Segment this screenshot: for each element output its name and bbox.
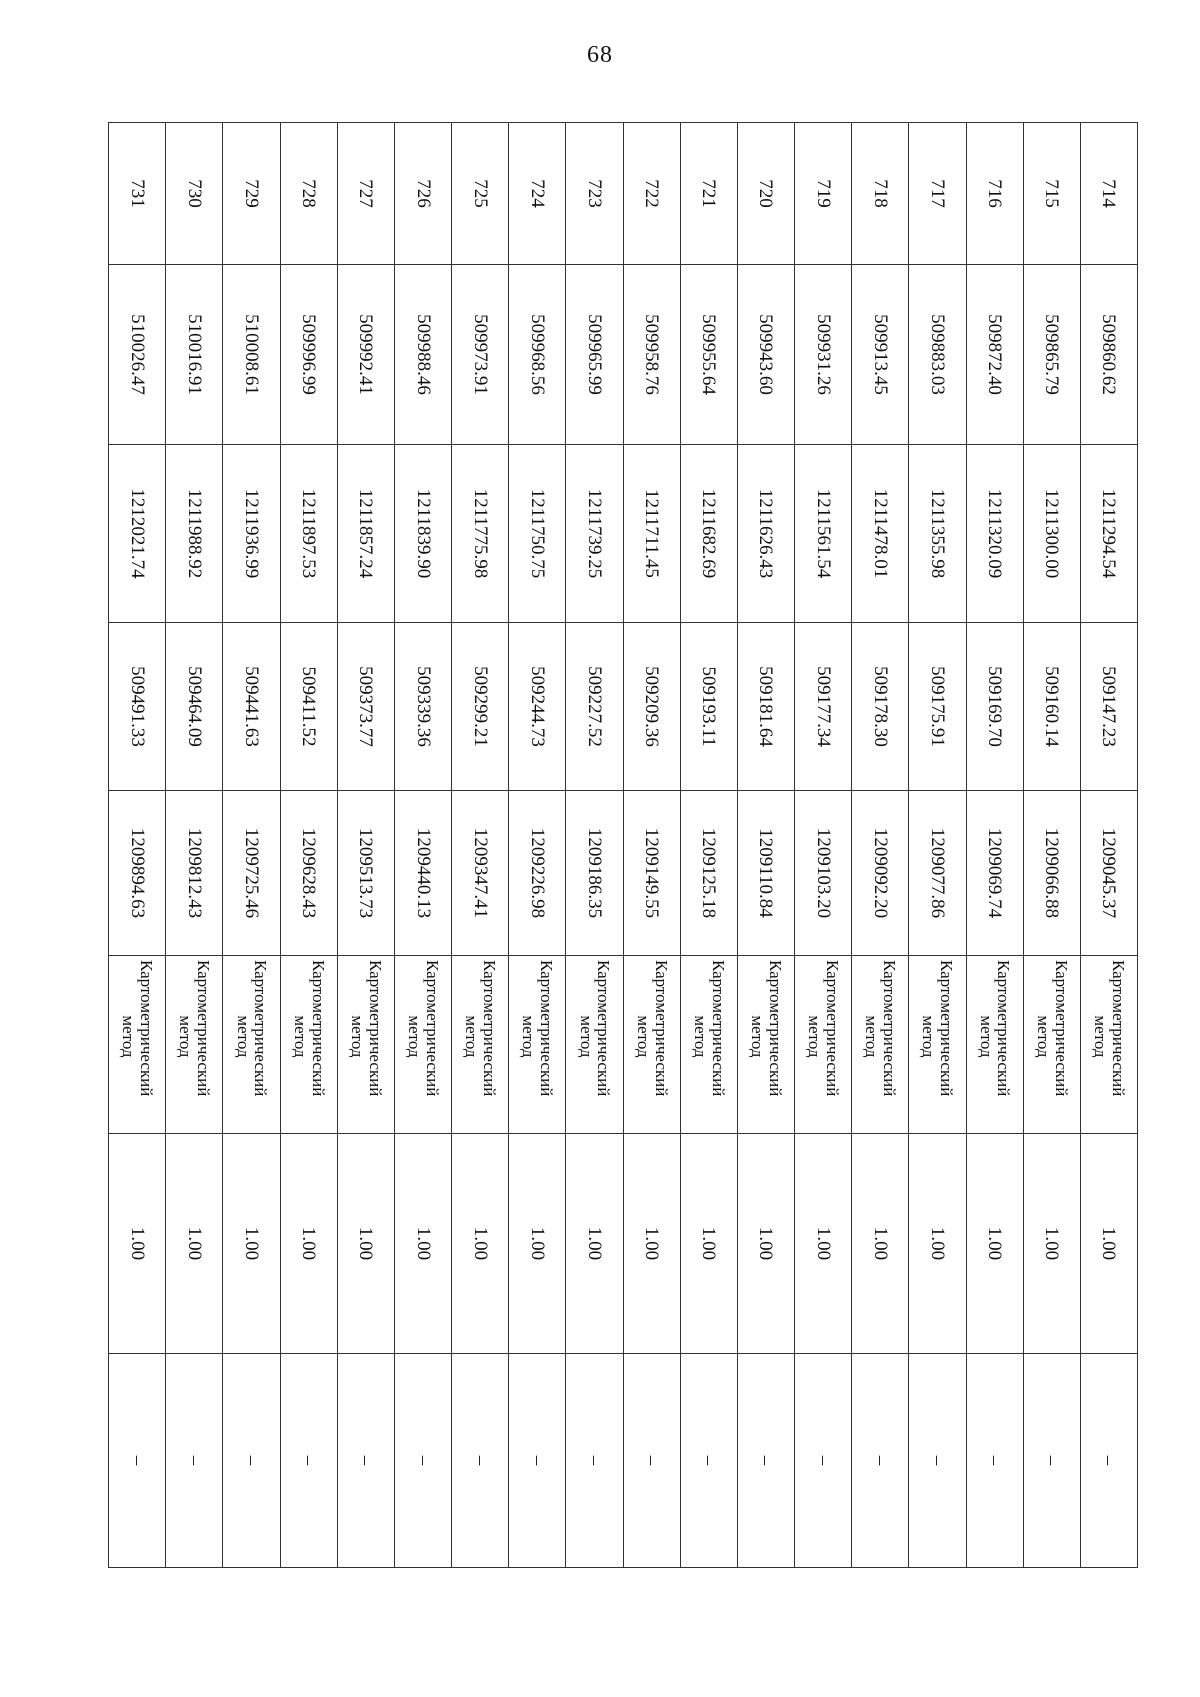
- method-cell: [509, 956, 566, 1134]
- note-cell: –: [394, 1354, 451, 1568]
- x-coordinate-cell: 509147.23: [1080, 623, 1137, 791]
- accuracy-cell: 1.00: [109, 1134, 166, 1354]
- note-cell: –: [737, 1354, 794, 1568]
- y-coordinate-cell: 1211320.09: [966, 445, 1023, 623]
- x-coordinate-cell: 509169.70: [966, 623, 1023, 791]
- note-cell: –: [966, 1354, 1023, 1568]
- note-cell: –: [852, 1354, 909, 1568]
- method-cell: [280, 956, 337, 1134]
- point-number-cell: 718: [852, 123, 909, 265]
- y-coordinate-cell: 1209725.46: [223, 791, 280, 956]
- method-line2: метод: [290, 1015, 310, 1058]
- method-line1: Картометрический: [480, 960, 500, 1097]
- method-line1: Картометрический: [308, 960, 328, 1097]
- x-coordinate-cell: 510026.47: [109, 265, 166, 445]
- method-cell: [337, 956, 394, 1134]
- method-line1: Картометрический: [994, 960, 1014, 1097]
- point-number-cell: 714: [1080, 123, 1137, 265]
- y-coordinate-cell: 1212021.74: [109, 445, 166, 623]
- method-line2: метод: [1090, 1015, 1110, 1058]
- note-cell: –: [109, 1354, 166, 1568]
- table-row: [1080, 123, 1137, 1568]
- point-number-cell: 724: [509, 123, 566, 265]
- note-cell: –: [795, 1354, 852, 1568]
- method-line2: метод: [805, 1015, 825, 1058]
- y-coordinate-cell: 1211711.45: [623, 445, 680, 623]
- method-cell: [566, 956, 623, 1134]
- point-number-cell: 716: [966, 123, 1023, 265]
- method-line1: Картометрический: [537, 960, 557, 1097]
- method-line2: метод: [862, 1015, 882, 1058]
- point-number-cell: 722: [623, 123, 680, 265]
- table-row: [166, 123, 223, 1568]
- accuracy-cell: 1.00: [623, 1134, 680, 1354]
- x-coordinate-cell: 509865.79: [1023, 265, 1080, 445]
- y-coordinate-cell: 1211300.00: [1023, 445, 1080, 623]
- x-coordinate-cell: 509883.03: [909, 265, 966, 445]
- note-cell: –: [909, 1354, 966, 1568]
- accuracy-cell: 1.00: [509, 1134, 566, 1354]
- point-number-cell: 721: [680, 123, 737, 265]
- accuracy-cell: 1.00: [680, 1134, 737, 1354]
- y-coordinate-cell: 1211936.99: [223, 445, 280, 623]
- y-coordinate-cell: 1209628.43: [280, 791, 337, 956]
- method-cell: [852, 956, 909, 1134]
- y-coordinate-cell: 1211561.54: [795, 445, 852, 623]
- y-coordinate-cell: 1211294.54: [1080, 445, 1137, 623]
- x-coordinate-cell: 509299.21: [452, 623, 509, 791]
- y-coordinate-cell: 1209149.55: [623, 791, 680, 956]
- method-line2: метод: [176, 1015, 196, 1058]
- point-number-cell: 729: [223, 123, 280, 265]
- x-coordinate-cell: 509441.63: [223, 623, 280, 791]
- accuracy-cell: 1.00: [852, 1134, 909, 1354]
- method-line1: Картометрический: [594, 960, 614, 1097]
- point-number-cell: 728: [280, 123, 337, 265]
- y-coordinate-cell: 1209226.98: [509, 791, 566, 956]
- accuracy-cell: 1.00: [1080, 1134, 1137, 1354]
- note-cell: –: [280, 1354, 337, 1568]
- table-row: [223, 123, 280, 1568]
- y-coordinate-cell: 1209513.73: [337, 791, 394, 956]
- accuracy-cell: 1.00: [566, 1134, 623, 1354]
- accuracy-cell: 1.00: [394, 1134, 451, 1354]
- method-line1: Картометрический: [651, 960, 671, 1097]
- point-number-cell: 723: [566, 123, 623, 265]
- method-line2: метод: [747, 1015, 767, 1058]
- table-row: [394, 123, 451, 1568]
- point-number-cell: 715: [1023, 123, 1080, 265]
- x-coordinate-cell: 509175.91: [909, 623, 966, 791]
- accuracy-cell: 1.00: [452, 1134, 509, 1354]
- note-cell: –: [223, 1354, 280, 1568]
- note-cell: –: [166, 1354, 223, 1568]
- method-line1: Картометрический: [251, 960, 271, 1097]
- table-row: [966, 123, 1023, 1568]
- y-coordinate-cell: 1209125.18: [680, 791, 737, 956]
- method-cell: [1023, 956, 1080, 1134]
- x-coordinate-cell: 510008.61: [223, 265, 280, 445]
- x-coordinate-cell: 509411.52: [280, 623, 337, 791]
- method-line1: Картометрический: [765, 960, 785, 1097]
- x-coordinate-cell: 509244.73: [509, 623, 566, 791]
- coordinates-table-rotated: [108, 122, 1138, 1567]
- accuracy-cell: 1.00: [337, 1134, 394, 1354]
- method-line1: Картометрический: [365, 960, 385, 1097]
- table-row: [337, 123, 394, 1568]
- x-coordinate-cell: 509931.26: [795, 265, 852, 445]
- accuracy-cell: 1.00: [1023, 1134, 1080, 1354]
- x-coordinate-cell: 509872.40: [966, 265, 1023, 445]
- method-cell: [166, 956, 223, 1134]
- y-coordinate-cell: 1211775.98: [452, 445, 509, 623]
- accuracy-cell: 1.00: [737, 1134, 794, 1354]
- x-coordinate-cell: 509193.11: [680, 623, 737, 791]
- method-line1: Картометрический: [1108, 960, 1128, 1097]
- table-row: [623, 123, 680, 1568]
- method-cell: [737, 956, 794, 1134]
- y-coordinate-cell: 1209894.63: [109, 791, 166, 956]
- method-cell: [909, 956, 966, 1134]
- method-cell: [452, 956, 509, 1134]
- method-line2: метод: [405, 1015, 425, 1058]
- method-line2: метод: [919, 1015, 939, 1058]
- y-coordinate-cell: 1211739.25: [566, 445, 623, 623]
- method-line2: метод: [576, 1015, 596, 1058]
- method-cell: [795, 956, 852, 1134]
- note-cell: –: [509, 1354, 566, 1568]
- y-coordinate-cell: 1209045.37: [1080, 791, 1137, 956]
- accuracy-cell: 1.00: [280, 1134, 337, 1354]
- point-number-cell: 719: [795, 123, 852, 265]
- point-number-cell: 725: [452, 123, 509, 265]
- method-line1: Картометрический: [708, 960, 728, 1097]
- accuracy-cell: 1.00: [166, 1134, 223, 1354]
- note-cell: –: [566, 1354, 623, 1568]
- x-coordinate-cell: 510016.91: [166, 265, 223, 445]
- table-row: [509, 123, 566, 1568]
- point-number-cell: 730: [166, 123, 223, 265]
- method-cell: [623, 956, 680, 1134]
- note-cell: –: [623, 1354, 680, 1568]
- y-coordinate-cell: 1209092.20: [852, 791, 909, 956]
- x-coordinate-cell: 509943.60: [737, 265, 794, 445]
- accuracy-cell: 1.00: [223, 1134, 280, 1354]
- y-coordinate-cell: 1209812.43: [166, 791, 223, 956]
- table-row: [795, 123, 852, 1568]
- y-coordinate-cell: 1211750.75: [509, 445, 566, 623]
- table-row: [566, 123, 623, 1568]
- x-coordinate-cell: 509181.64: [737, 623, 794, 791]
- method-line1: Картометрический: [937, 960, 957, 1097]
- x-coordinate-cell: 509177.34: [795, 623, 852, 791]
- x-coordinate-cell: 509339.36: [394, 623, 451, 791]
- method-line2: метод: [119, 1015, 139, 1058]
- x-coordinate-cell: 509209.36: [623, 623, 680, 791]
- y-coordinate-cell: 1209066.88: [1023, 791, 1080, 956]
- x-coordinate-cell: 509965.99: [566, 265, 623, 445]
- method-line1: Картометрический: [822, 960, 842, 1097]
- x-coordinate-cell: 509860.62: [1080, 265, 1137, 445]
- table-row: [280, 123, 337, 1568]
- coordinates-table: [108, 122, 1138, 1568]
- y-coordinate-cell: 1209069.74: [966, 791, 1023, 956]
- note-cell: –: [1023, 1354, 1080, 1568]
- point-number-cell: 717: [909, 123, 966, 265]
- x-coordinate-cell: 509913.45: [852, 265, 909, 445]
- y-coordinate-cell: 1209186.35: [566, 791, 623, 956]
- x-coordinate-cell: 509464.09: [166, 623, 223, 791]
- accuracy-cell: 1.00: [966, 1134, 1023, 1354]
- method-line2: метод: [519, 1015, 539, 1058]
- method-line2: метод: [1033, 1015, 1053, 1058]
- x-coordinate-cell: 509996.99: [280, 265, 337, 445]
- method-cell: [1080, 956, 1137, 1134]
- table-row: [680, 123, 737, 1568]
- x-coordinate-cell: 509160.14: [1023, 623, 1080, 791]
- x-coordinate-cell: 509958.76: [623, 265, 680, 445]
- table-row: [852, 123, 909, 1568]
- y-coordinate-cell: 1209347.41: [452, 791, 509, 956]
- method-cell: [223, 956, 280, 1134]
- y-coordinate-cell: 1211988.92: [166, 445, 223, 623]
- method-line1: Картометрический: [137, 960, 157, 1097]
- y-coordinate-cell: 1209103.20: [795, 791, 852, 956]
- point-number-cell: 731: [109, 123, 166, 265]
- table-row: [452, 123, 509, 1568]
- note-cell: –: [452, 1354, 509, 1568]
- accuracy-cell: 1.00: [795, 1134, 852, 1354]
- y-coordinate-cell: 1209077.86: [909, 791, 966, 956]
- method-cell: [680, 956, 737, 1134]
- method-line1: Картометрический: [880, 960, 900, 1097]
- accuracy-cell: 1.00: [909, 1134, 966, 1354]
- method-cell: [394, 956, 451, 1134]
- method-line2: метод: [633, 1015, 653, 1058]
- method-line2: метод: [462, 1015, 482, 1058]
- y-coordinate-cell: 1211857.24: [337, 445, 394, 623]
- x-coordinate-cell: 509227.52: [566, 623, 623, 791]
- note-cell: –: [680, 1354, 737, 1568]
- x-coordinate-cell: 509178.30: [852, 623, 909, 791]
- method-line2: метод: [233, 1015, 253, 1058]
- method-line1: Картометрический: [194, 960, 214, 1097]
- method-cell: [109, 956, 166, 1134]
- page-number: 68: [587, 42, 613, 68]
- y-coordinate-cell: 1211897.53: [280, 445, 337, 623]
- table-body: [109, 123, 1138, 1568]
- y-coordinate-cell: 1211478.01: [852, 445, 909, 623]
- table-row: [909, 123, 966, 1568]
- method-cell: [966, 956, 1023, 1134]
- x-coordinate-cell: 509968.56: [509, 265, 566, 445]
- y-coordinate-cell: 1211682.69: [680, 445, 737, 623]
- y-coordinate-cell: 1209110.84: [737, 791, 794, 956]
- method-line1: Картометрический: [1051, 960, 1071, 1097]
- point-number-cell: 726: [394, 123, 451, 265]
- x-coordinate-cell: 509373.77: [337, 623, 394, 791]
- x-coordinate-cell: 509973.91: [452, 265, 509, 445]
- point-number-cell: 720: [737, 123, 794, 265]
- table-row: [1023, 123, 1080, 1568]
- y-coordinate-cell: 1211355.98: [909, 445, 966, 623]
- y-coordinate-cell: 1209440.13: [394, 791, 451, 956]
- x-coordinate-cell: 509491.33: [109, 623, 166, 791]
- x-coordinate-cell: 509955.64: [680, 265, 737, 445]
- method-line1: Картометрический: [422, 960, 442, 1097]
- note-cell: –: [337, 1354, 394, 1568]
- table-row: [109, 123, 166, 1568]
- note-cell: –: [1080, 1354, 1137, 1568]
- y-coordinate-cell: 1211626.43: [737, 445, 794, 623]
- x-coordinate-cell: 509992.41: [337, 265, 394, 445]
- point-number-cell: 727: [337, 123, 394, 265]
- method-line2: метод: [690, 1015, 710, 1058]
- method-line2: метод: [976, 1015, 996, 1058]
- table-row: [737, 123, 794, 1568]
- y-coordinate-cell: 1211839.90: [394, 445, 451, 623]
- method-line2: метод: [347, 1015, 367, 1058]
- x-coordinate-cell: 509988.46: [394, 265, 451, 445]
